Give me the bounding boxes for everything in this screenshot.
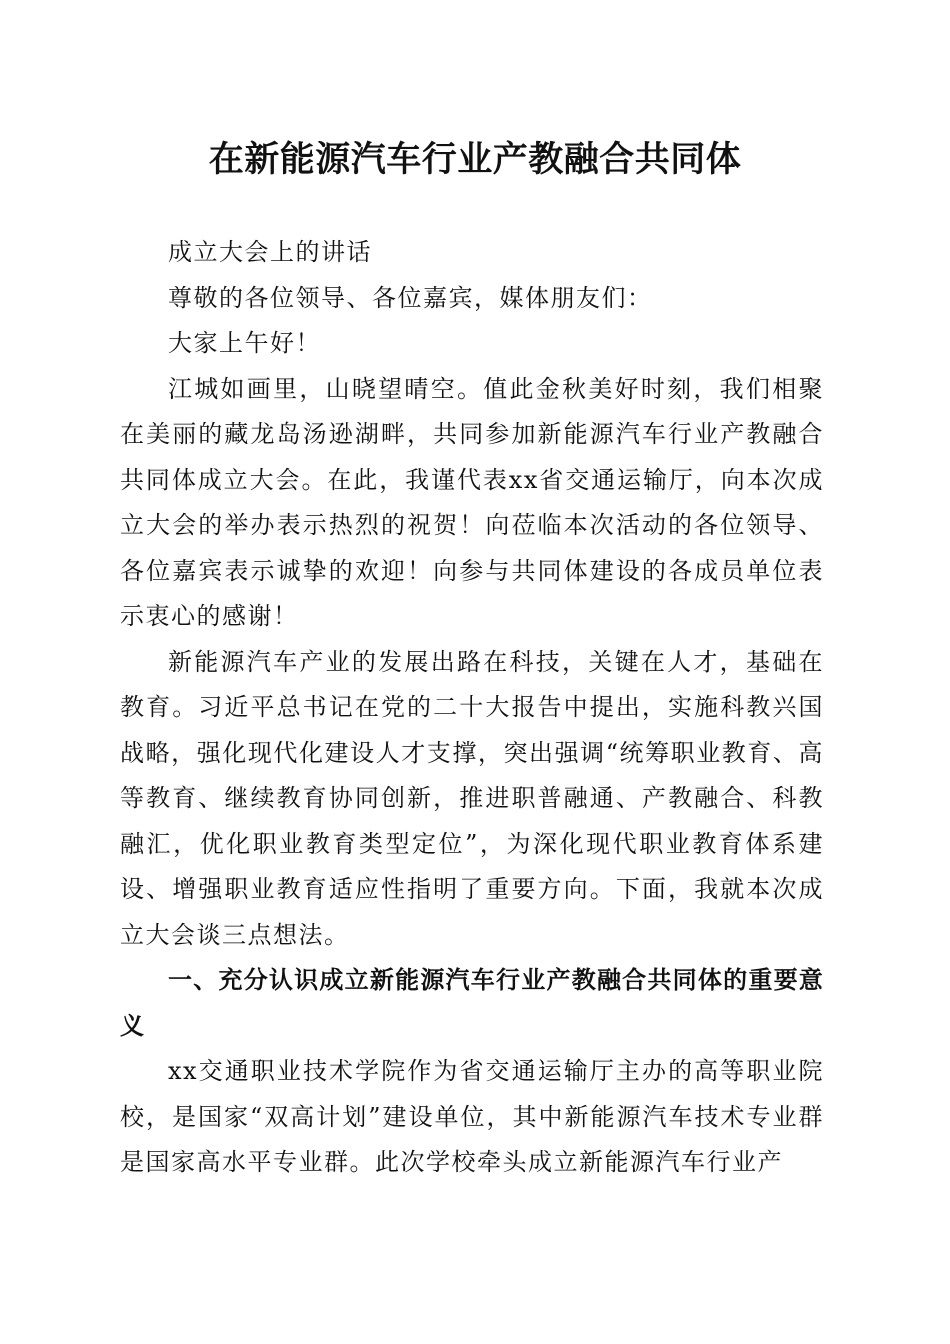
subtitle-paragraph: 成立大会上的讲话	[168, 238, 372, 266]
body-paragraph: 江城如画里，山晓望晴空。值此金秋美好时刻，我们相聚在美丽的藏龙岛汤逊湖畔，共同参加新能源汽车行业产教融合共同体成立大会。在此，我谨代表xx省交通运输厅，向本次成立大会的举办表示热烈的祝贺！向莅临本次活动的各位领导、各位嘉宾表示诚挚的欢迎！向参与共同体建设的各成员单位表示衷心的感谢！	[120, 374, 824, 630]
document-body	[120, 230, 824, 1186]
body-paragraph: xx交通职业技术学院作为省交通运输厅主办的高等职业院校，是国家“双高计划”建设单位，其中新能源汽车技术专业群是国家高水平专业群。此次学校牵头成立新能源汽车行业产	[120, 1057, 824, 1176]
document-title: 在新能源汽车行业产教融合共同体	[208, 139, 742, 180]
salutation-paragraph: 尊敬的各位领导、各位嘉宾，媒体朋友们：	[168, 283, 653, 312]
body-paragraph: 新能源汽车产业的发展出路在科技，关键在人才，基础在教育。习近平总书记在党的二十大报告中提出，实施科教兴国战略，强化现代化建设人才支撑，突出强调“统筹职业教育、高等教育、继续教育协同创新，推进职普融通、产教融合、科教融汇，优化职业教育类型定位”，为深化现代职业教育体系建设、增强职业教育适应性指明了重要方向。下面，我就本次成立大会谈三点想法。	[120, 647, 824, 949]
greeting-paragraph: 大家上午好！	[168, 329, 321, 357]
section-heading: 一、充分认识成立新能源汽车行业产教融合共同体的重要意义	[120, 966, 824, 1040]
